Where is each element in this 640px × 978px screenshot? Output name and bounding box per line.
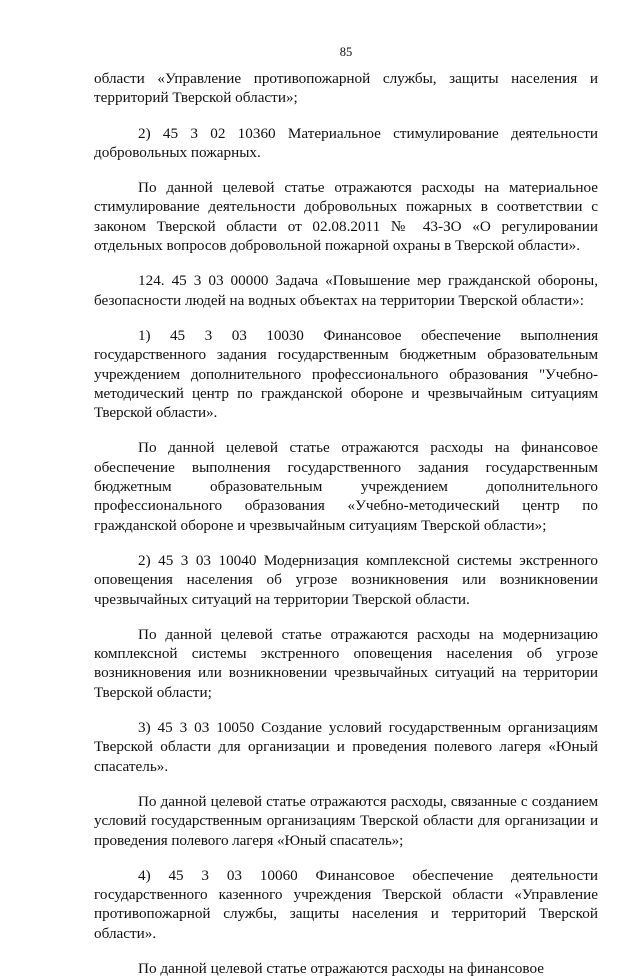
paragraph-continuation: области «Управление противопожарной службы, защиты населения и территорий Тверской области»;	[94, 70, 598, 107]
paragraph-item-2-10040: 2) 45 3 03 10040 Модернизация комплексной системы экстренного оповещения населения об угрозе возникновения или возникновении чрезвычайных ситуаций на территории Тверской области.	[94, 551, 598, 608]
paragraph-description-10050: По данной целевой статье отражаются расходы, связанные с созданием условий государственным организациям Тверской области для организации и проведения полевого лагеря «Юный спасатель»;	[94, 792, 598, 849]
paragraph-description-10060: По данной целевой статье отражаются расходы на финансовое	[138, 959, 544, 977]
paragraph-description-10030: По данной целевой статье отражаются расходы на финансовое обеспечение выполнения государственного задания государственным бюджетным образовательным учреждением дополнительного профессионального образования «Учебно-методический центр по гражданской обороне и чрезвычайным ситуациям Тверской области»;	[94, 439, 598, 534]
paragraph-item-4-10060: 4) 45 3 03 10060 Финансовое обеспечение деятельности государственного казенного учреждения Тверской области «Управление противопожарной службы, защиты населения и территорий Тверской области».	[94, 866, 598, 942]
paragraph-task-124: 124. 45 3 03 00000 Задача «Повышение мер гражданской обороны, безопасности людей на водных объектах на территории Тверской области»:	[94, 272, 598, 309]
paragraph-item-1-10030: 1) 45 3 03 10030 Финансовое обеспечение выполнения государственного задания государственным бюджетным образовательным учреждением дополнительного профессионального образования "Учебно-методический центр по гражданской обороне и чрезвычайным ситуациям Тверской области».	[94, 326, 598, 422]
paragraph-description-10040: По данной целевой статье отражаются расходы на модернизацию комплексной системы экстренного оповещения населения об угрозе возникновения или возникновении чрезвычайных ситуаций на территории Тверской области;	[94, 625, 598, 701]
paragraph-item-2-10360: 2) 45 3 02 10360 Материальное стимулирование деятельности добровольных пожарных.	[94, 124, 598, 161]
paragraph-item-3-10050: 3) 45 3 03 10050 Создание условий государственным организациям Тверской области для организации и проведения полевого лагеря «Юный спасатель».	[94, 719, 598, 775]
paragraph-description-10360: По данной целевой статье отражаются расходы на материальное стимулирование деятельности добровольных пожарных в соответствии с законом Тверской области от 02.08.2011 № 43-ЗО «О регулировании отдельных вопросов добровольной пожарной охраны в Тверской области».	[94, 179, 598, 255]
page-number: 85	[339, 45, 353, 59]
